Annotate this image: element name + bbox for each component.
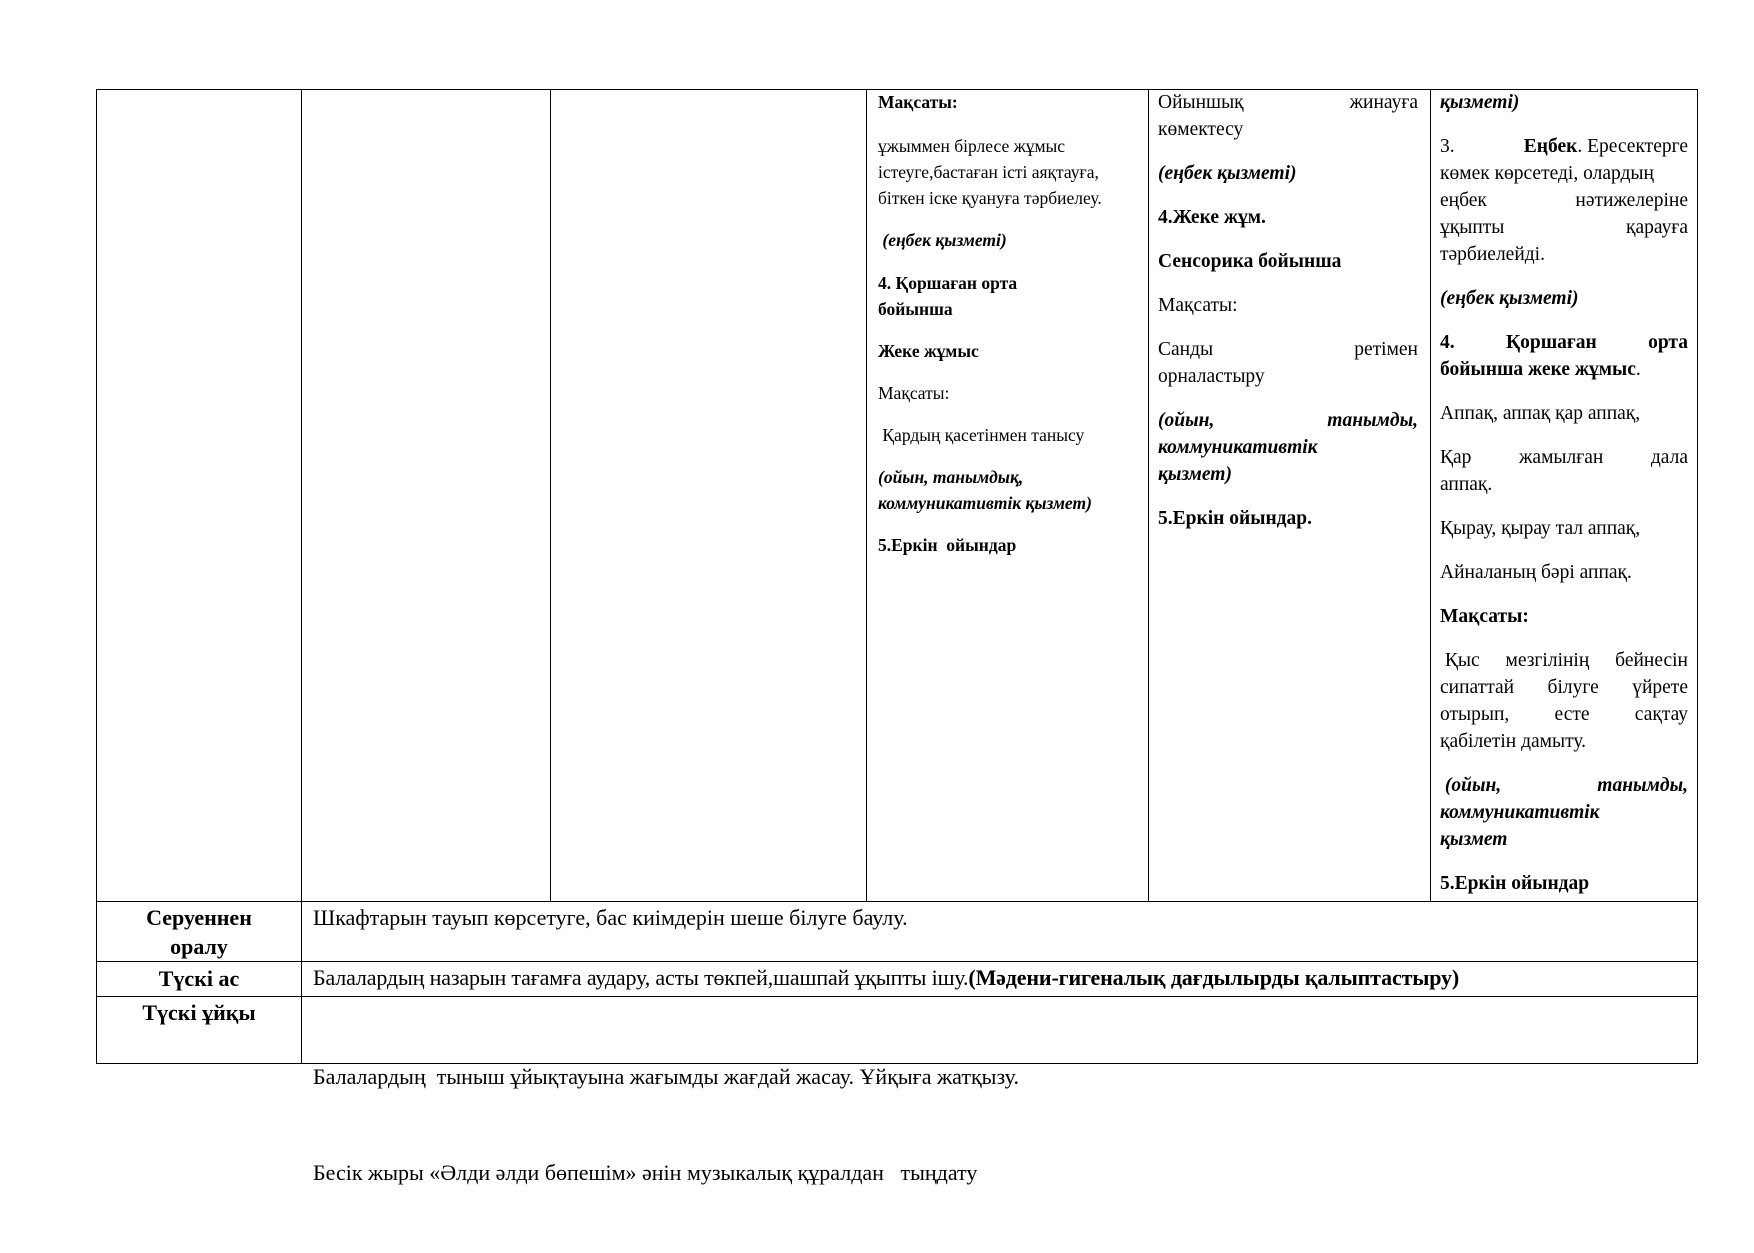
- col5-goal-line-1: [1158, 336, 1418, 363]
- col5-sensorics-heading: Сенсорика бойынша: [1158, 251, 1342, 272]
- row-label-nap-text: Түскі ұйқы: [142, 1000, 256, 1025]
- row-label-return-line-1: Серуеннен: [146, 905, 252, 930]
- col4-free-games: 5.Еркін ойындар: [878, 535, 1017, 555]
- col5-goal-heading: Мақсаты:: [1158, 295, 1238, 316]
- col4-activity-type: (еңбек қызметі): [878, 230, 1007, 250]
- col5-activity-line-3: қызмет): [1158, 464, 1232, 485]
- col6-word: танымды,: [1597, 775, 1688, 796]
- row-label-nap: [97, 997, 301, 1029]
- col4-goal-heading: Мақсаты:: [878, 92, 958, 112]
- row-text-nap-line-2: Бесік жыры «Әлди әлди бөпешім» әнін музыкалық құралдан тыңдату: [313, 1160, 978, 1185]
- col6-poem-line-2a: [1440, 444, 1688, 471]
- col6-word: Қоршаған: [1505, 332, 1597, 353]
- lunch-bold-text: (Мәдени-гигеналық дағдылырды қалыптастыру): [968, 965, 1460, 990]
- col4-activity-type-2: (ойын, танымдық, коммуникативтік қызмет): [878, 467, 1092, 513]
- cell-col6: [1440, 89, 1688, 897]
- row-text-lunch-line: [313, 962, 1697, 994]
- col6-environment-line-2: [1440, 356, 1688, 383]
- col6-word: . Ересектерге: [1577, 136, 1688, 157]
- row-text-return-line: Шкафтарын тауып көрсетуге, бас киімдерін шеше білуге баулу.: [313, 905, 908, 930]
- col6-word: Қар: [1440, 447, 1472, 468]
- col5-individual-work: 4.Жеке жұм.: [1158, 207, 1266, 228]
- col4-goal-heading-2: Мақсаты:: [878, 383, 950, 403]
- col6-labor-line-3: [1440, 187, 1688, 214]
- col5-activity-line-1: [1158, 407, 1418, 434]
- col4-goal-text: ұжыммен бірлесе жұмыс істеуге,бастаған істі аяқтауға, біткен іске қуануға тәрбиелеу.: [878, 136, 1102, 208]
- col6-labor-heading: Еңбек: [1523, 136, 1578, 157]
- row-text-nap-line-1: Балалардың тыныш ұйықтауына жағымды жағдай жасау. Ұйқыға жатқызу.: [313, 1064, 1019, 1089]
- col-divider-4: [1148, 89, 1149, 901]
- col6-goal-line-2: [1440, 674, 1688, 701]
- col5-word: танымды,: [1327, 410, 1418, 431]
- col4-individual-work: Жеке жұмыс: [878, 341, 979, 361]
- col6-num: 3.: [1440, 136, 1455, 157]
- col6-word: дала: [1650, 447, 1688, 468]
- col5-activity-line-2: коммуникативтік: [1158, 437, 1318, 458]
- col6-word: (ойын,: [1440, 775, 1502, 796]
- row-label-return-line-2: оралу: [170, 934, 228, 959]
- col5-text-line-2: көмектесу: [1158, 119, 1244, 140]
- col6-word: есте: [1554, 704, 1590, 725]
- schedule-table: [96, 89, 1698, 1185]
- col6-word: Қыс: [1440, 650, 1480, 671]
- col5-word: ретімен: [1354, 339, 1418, 360]
- row-text-nap: [313, 997, 1693, 1253]
- col6-word: 4.: [1440, 332, 1455, 353]
- table-border-right: [1697, 89, 1698, 1064]
- col6-word: бейнесін: [1615, 650, 1688, 671]
- col6-poem-line-2b: аппақ.: [1440, 474, 1493, 495]
- col6-activity-type: (еңбек қызметі): [1440, 288, 1579, 309]
- col-divider-2: [550, 89, 551, 901]
- col6-environment-bold: бойынша жеке жұмыс: [1440, 359, 1636, 380]
- col6-activity-line-1: [1440, 772, 1688, 799]
- col6-word: сипаттай: [1440, 677, 1515, 698]
- col6-word: сақтау: [1634, 704, 1688, 725]
- col6-word: қарауға: [1626, 217, 1688, 238]
- col6-poem-line-1: Аппақ, аппақ қар аппақ,: [1440, 403, 1641, 424]
- col6-goal-line-4: қабілетін дамыту.: [1440, 731, 1587, 752]
- row-label-return: [97, 902, 301, 961]
- col5-activity-type: (еңбек қызметі): [1158, 163, 1297, 184]
- col6-word: еңбек: [1440, 190, 1487, 211]
- col6-word: орта: [1648, 332, 1688, 353]
- col6-poem-line-3: Қырау, қырау тал аппақ,: [1440, 518, 1641, 539]
- col6-labor-line-1: [1440, 133, 1688, 160]
- col6-word: білуге: [1547, 677, 1599, 698]
- cell-col5: [1158, 89, 1418, 532]
- col6-free-games: 5.Еркін ойындар: [1440, 873, 1590, 894]
- col5-word: Санды: [1158, 339, 1214, 360]
- col6-environment-line-1: [1440, 329, 1688, 356]
- col4-environment-heading: 4. Қоршаған орта бойынша: [878, 273, 1018, 319]
- col4-goal-text-2: Қардың қасетінмен танысу: [878, 425, 1085, 445]
- col6-goal-heading: Мақсаты:: [1440, 606, 1529, 627]
- col6-labor-line-5: тәрбиелейді.: [1440, 244, 1545, 265]
- col6-labor-line-2: көмек көрсетеді, олардың: [1440, 163, 1654, 184]
- col6-poem-line-4: Айналаның бәрі аппақ.: [1440, 562, 1632, 583]
- col6-activity-line-3: қызмет: [1440, 829, 1508, 850]
- col6-word: нәтижелеріне: [1575, 190, 1688, 211]
- row-text-lunch: [313, 962, 1697, 994]
- col6-word: жамылған: [1518, 447, 1604, 468]
- cell-col4: [878, 89, 1140, 558]
- col5-word: (ойын,: [1158, 410, 1215, 431]
- col5-text-line-1: [1158, 89, 1418, 116]
- col5-goal-line-2: орналастыру: [1158, 366, 1265, 387]
- col5-free-games: 5.Еркін ойындар.: [1158, 508, 1313, 529]
- row-text-return: [313, 902, 1693, 933]
- col6-goal-line-1: [1440, 647, 1688, 674]
- col6-goal-line-3: [1440, 701, 1688, 728]
- col6-word: ұқыпты: [1440, 217, 1505, 238]
- row-label-lunch-text: Түскі ас: [158, 966, 240, 991]
- col-divider-1: [301, 89, 302, 1064]
- col6-word: мезгілінің: [1505, 650, 1590, 671]
- col-divider-5: [1430, 89, 1431, 901]
- col6-word: отырып,: [1440, 704, 1510, 725]
- col6-activity-line-2: коммуникативтік: [1440, 802, 1600, 823]
- col6-word: үйрете: [1632, 677, 1688, 698]
- col6-activity-type-top: қызметі): [1440, 92, 1520, 113]
- col5-word: Ойыншық: [1158, 92, 1244, 113]
- row-label-lunch: [97, 963, 301, 995]
- col6-dot: .: [1635, 359, 1641, 380]
- lunch-text: Балалардың назарын тағамға аудару, асты төкпей,шашпай ұқыпты ішу.: [313, 965, 969, 990]
- col6-labor-line-4: [1440, 214, 1688, 241]
- col-divider-3: [866, 89, 867, 901]
- col5-word: жинауға: [1349, 92, 1418, 113]
